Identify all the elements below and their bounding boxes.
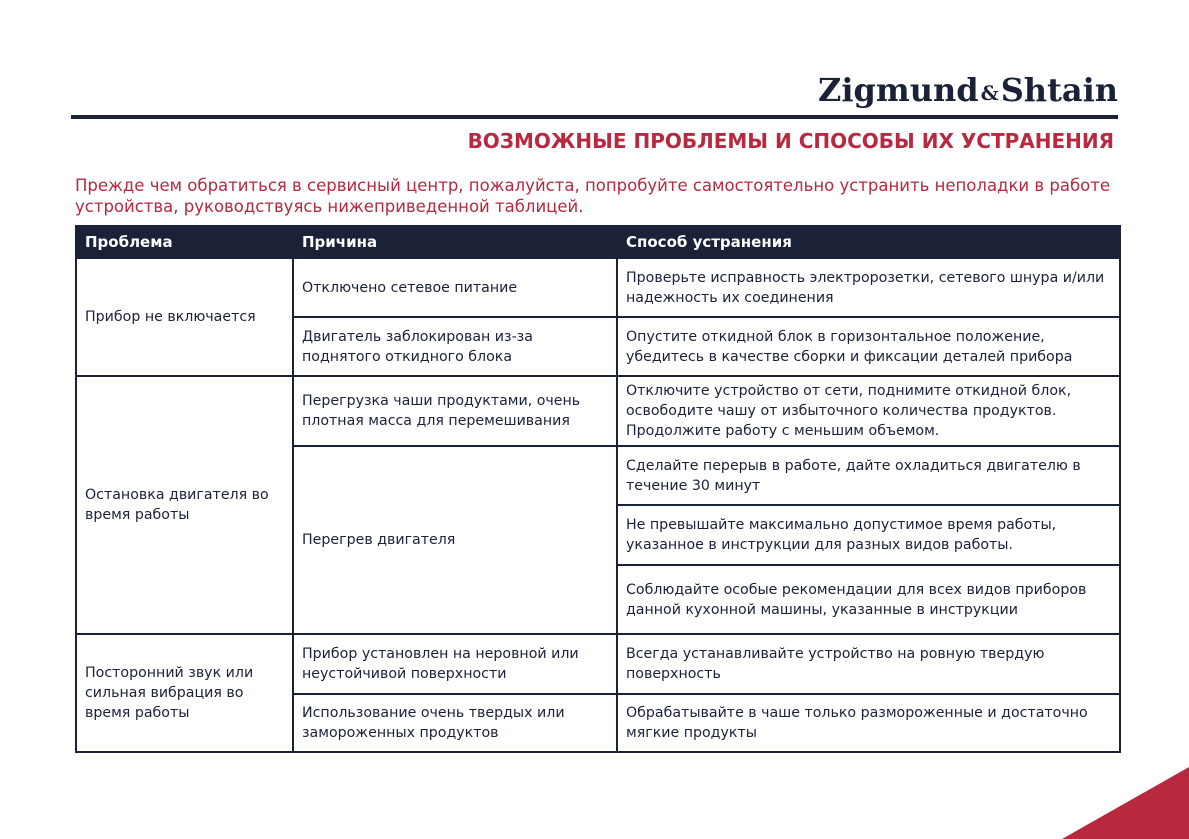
logo-text-right: Shtain — [1000, 71, 1118, 109]
cause-cell: Отключено сетевое питание — [293, 258, 617, 317]
troubleshooting-table — [75, 225, 1121, 753]
table-row — [76, 634, 1120, 694]
corner-accent — [1062, 767, 1189, 839]
cause-cell: Прибор установлен на неровной или неустойчивой поверхности — [293, 634, 617, 694]
solution-cell: Проверьте исправность электророзетки, сетевого шнура и/или надежность их соединения — [617, 258, 1120, 317]
page-title: ВОЗМОЖНЫЕ ПРОБЛЕМЫ И СПОСОБЫ ИХ УСТРАНЕНИЯ — [467, 129, 1114, 153]
table-row — [76, 258, 1120, 317]
problem-cell: Посторонний звук или сильная вибрация во время работы — [76, 634, 293, 752]
table-row — [76, 376, 1120, 446]
header-divider — [71, 115, 1118, 119]
header-problem: Проблема — [76, 226, 293, 258]
intro-text: Прежде чем обратиться в сервисный центр, пожалуйста, попробуйте самостоятельно устранить неполадки в работе устройства, руководствуясь нижеприведенной таблицей. — [75, 176, 1110, 216]
cause-cell: Двигатель заблокирован из-за поднятого откидного блока — [293, 317, 617, 376]
solution-cell: Соблюдайте особые рекомендации для всех видов приборов данной кухонной машины, указанные в инструкции — [617, 565, 1120, 634]
header-solution: Способ устранения — [617, 226, 1120, 258]
cause-cell: Перегрузка чаши продуктами, очень плотная масса для перемешивания — [293, 376, 617, 446]
problem-cell: Прибор не включается — [76, 258, 293, 376]
brand-logo — [818, 70, 1118, 110]
solution-cell: Отключите устройство от сети, поднимите откидной блок, освободите чашу от избыточного количества продуктов. Продолжите работу с меньшим объемом. — [617, 376, 1120, 446]
table-header-row — [76, 226, 1120, 258]
solution-cell: Опустите откидной блок в горизонтальное положение, убедитесь в качестве сборки и фиксации деталей прибора — [617, 317, 1120, 376]
cause-cell: Перегрев двигателя — [293, 446, 617, 634]
logo-ampersand: & — [980, 80, 999, 105]
solution-cell: Не превышайте максимально допустимое время работы, указанное в инструкции для разных видов работы. — [617, 505, 1120, 565]
header-cause: Причина — [293, 226, 617, 258]
problem-cell: Остановка двигателя во время работы — [76, 376, 293, 634]
solution-cell: Сделайте перерыв в работе, дайте охладиться двигателю в течение 30 минут — [617, 446, 1120, 505]
solution-cell: Всегда устанавливайте устройство на ровную твердую поверхность — [617, 634, 1120, 694]
solution-cell: Обрабатывайте в чаше только размороженные и достаточно мягкие продукты — [617, 694, 1120, 752]
logo-text-left: Zigmund — [817, 71, 979, 109]
cause-cell: Использование очень твердых или замороженных продуктов — [293, 694, 617, 752]
